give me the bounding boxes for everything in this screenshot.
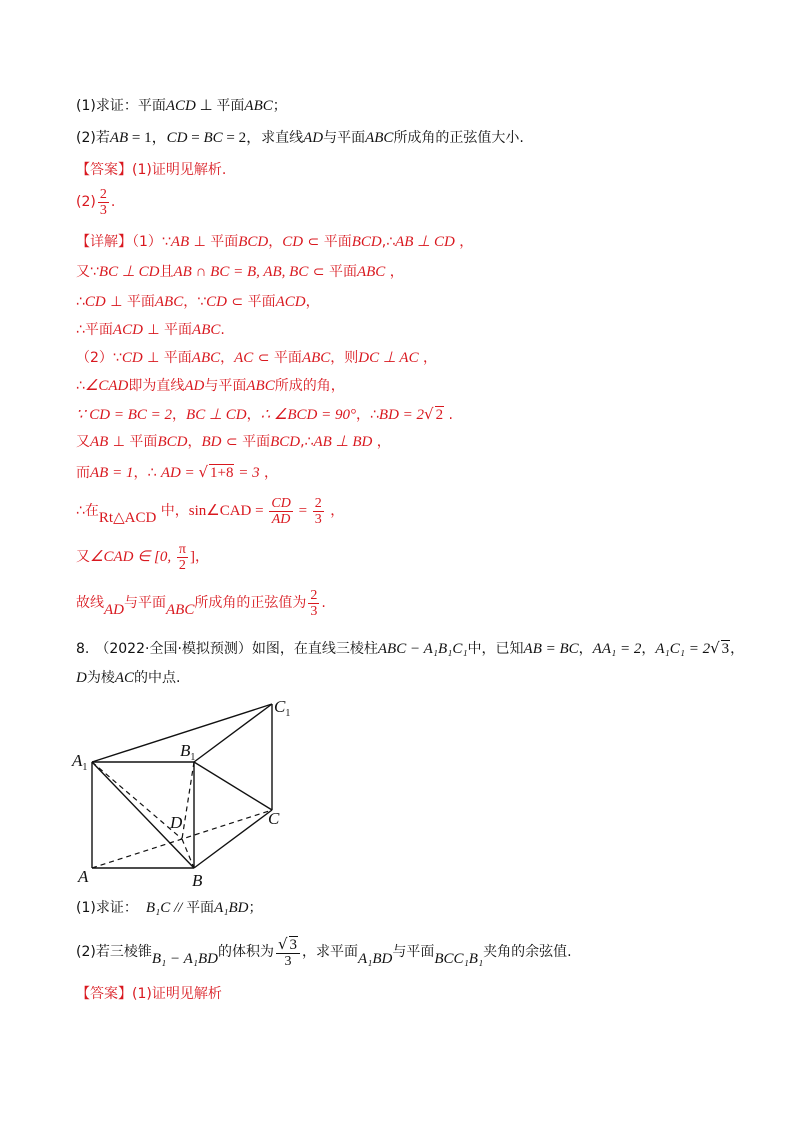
detail-line-12: 故线AD与平面ABC所成角的正弦值为 $\frac{2}{3}$ . <box>76 587 326 619</box>
prism-figure <box>70 690 310 890</box>
detail-line-11: 又∠CAD ∈ [0, $\frac{\pi}{2}$ ]， <box>76 541 209 573</box>
answer-tag: 【答案】 <box>76 986 132 1002</box>
detail-line-6: ∴∠CAD即为直线AD与平面ABC所成的角， <box>76 378 345 394</box>
q7-part1: (1)求证：平面ACD ⊥ 平面ABC； <box>76 98 287 114</box>
label-B1: $B_1$ <box>180 741 196 763</box>
edge-A1D-hidden <box>92 762 182 839</box>
fraction: $\frac{√ 3}{3}$ <box>276 936 300 969</box>
answer7-part1: 【答案】(1)证明见解析. <box>76 162 227 178</box>
radical: 1+8 <box>210 465 234 481</box>
detail-line-9: 而AB = 1，∴ AD = √ 1+8 = 3 ， <box>76 463 279 481</box>
answer8: 【答案】(1)证明见解析 <box>76 986 222 1002</box>
detail-line-7: ∵ CD = BC = 2，BC ⊥ CD，∴ ∠BCD = 90°，∴BD = 2√ 2 . <box>76 405 454 423</box>
q8-part2: (2)若三棱锥B₁ − A₁BD的体积为 $\frac{√ 3}{3}$ ，求平面A₁BD与平面BCC₁B₁夹角的余弦值. <box>76 934 572 969</box>
radical: 2 <box>435 407 444 423</box>
detail-line-5: （2）∵CD ⊥ 平面ABC，AC ⊂ 平面ABC，则DC ⊥ AC ， <box>76 350 438 366</box>
edge-B1C1 <box>194 704 272 762</box>
q8-stem-line-2: D为棱AC的中点. <box>76 670 181 686</box>
detail-line-3: ∴CD ⊥ 平面ABC，∵CD ⊂ 平面ACD， <box>76 294 320 310</box>
label-D: D <box>170 813 183 832</box>
detail-line-2: 又∵BC ⊥ CD且AB ∩ BC = B, AB, BC ⊂ 平面ABC ， <box>76 264 404 280</box>
fraction: $\frac{CD}{AD}$ <box>271 495 291 527</box>
label-C: C <box>268 809 280 828</box>
detail-tag: 【详解】 <box>76 234 132 250</box>
q8-stem-line-1: 8. （2022·全国·模拟预测）如图，在直线三棱柱ABC − A₁B₁C₁中，已知AB = BC，AA₁ = 2，A₁C₁ = 2√ 3， <box>76 639 745 657</box>
fraction: $\frac{\pi}{2}$ <box>178 541 186 573</box>
detail-line-1: 【详解】（1）∵AB ⊥ 平面BCD，CD ⊂ 平面BCD,∴AB ⊥ CD ， <box>76 234 474 250</box>
radical: 3 <box>289 936 298 953</box>
label-A1: $A_1$ <box>72 751 88 773</box>
q7-part2: (2)若AB = 1，CD = BC = 2，求直线AD与平面ABC所成角的正弦值大小. <box>76 130 524 146</box>
detail-line-8: 又AB ⊥ 平面BCD，BD ⊂ 平面BCD,∴AB ⊥ BD ， <box>76 434 391 450</box>
edge-B1C <box>194 762 272 810</box>
q8-part1: (1)求证： B₁C // 平面A₁BD； <box>76 900 263 916</box>
detail-line-10: ∴在Rt△ACD 中，sin∠CAD = $\frac{CD}{AD}$ = $\frac{2}{3}$ ， <box>76 495 345 527</box>
question-number: 8. <box>76 641 90 657</box>
fraction: $\frac{2}{3}$ <box>99 186 107 218</box>
label-C1: $C_1$ <box>274 697 291 719</box>
edge-BD-hidden <box>182 839 194 868</box>
label-A: A <box>78 867 89 886</box>
fraction: $\frac{2}{3}$ <box>310 587 318 619</box>
fraction: $\frac{2}{3}$ <box>314 495 322 527</box>
radical: 3 <box>721 641 730 657</box>
detail-line-4: ∴平面ACD ⊥ 平面ABC. <box>76 322 225 338</box>
edge-BC <box>194 810 272 868</box>
edge-B1D-hidden <box>182 762 194 839</box>
answer7-part2: (2) $\frac{2}{3}$ . <box>76 186 116 218</box>
label-B: B <box>192 871 203 890</box>
answer-tag: 【答案】 <box>76 162 132 178</box>
